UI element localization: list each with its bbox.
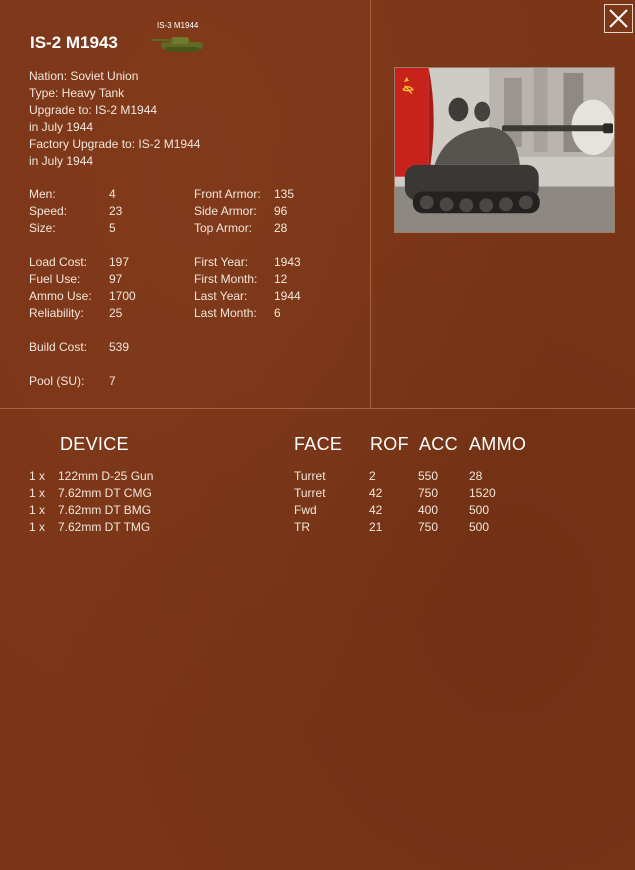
device-face: Turret [294,486,326,500]
stat-label-pool: Pool (SU): [29,374,85,388]
stat-label-ammo-use: Ammo Use: [29,289,92,303]
device-acc: 550 [418,469,439,483]
device-qty: 1 x [29,520,46,534]
stat-label-speed: Speed: [29,204,68,218]
upgrade-icon-label: IS-3 M1944 [157,21,199,30]
device-rof: 42 [369,486,383,500]
stat-value-side-armor: 96 [274,204,288,218]
info-factory-upgrade: Factory Upgrade to: IS-2 M1944 [29,137,201,151]
stat-label-first-month: First Month: [194,272,258,286]
device-acc: 400 [418,503,439,517]
device-ammo: 500 [469,503,490,517]
unit-info-block [29,68,200,170]
stat-label-fuel-use: Fuel Use: [29,272,81,286]
info-type: Type: Heavy Tank [29,86,125,100]
unit-title: IS-2 M1943 [30,33,118,52]
stat-value-men: 4 [109,187,116,201]
stat-label-last-month: Last Month: [194,306,257,320]
stat-label-build-cost: Build Cost: [29,340,88,354]
stat-value-build-cost: 539 [109,340,130,354]
column-header-acc: ACC [419,434,458,454]
stat-label-top-armor: Top Armor: [194,221,253,235]
stat-value-first-month: 12 [274,272,288,286]
close-icon [605,5,632,32]
stat-value-top-armor: 28 [274,221,288,235]
device-qty: 1 x [29,469,46,483]
column-header-device: DEVICE [60,434,129,454]
stat-value-front-armor: 135 [274,187,295,201]
stat-value-load-cost: 197 [109,255,130,269]
soviet-flag-icon [395,68,434,177]
stat-label-first-year: First Year: [194,255,249,269]
device-acc: 750 [418,520,439,534]
close-button[interactable] [604,4,633,33]
stat-label-load-cost: Load Cost: [29,255,88,269]
stat-value-fuel-use: 97 [109,272,123,286]
device-rof: 21 [369,520,383,534]
stat-value-last-year: 1944 [274,289,301,303]
stat-label-front-armor: Front Armor: [194,187,261,201]
column-header-ammo: AMMO [469,434,527,454]
device-qty: 1 x [29,486,46,500]
column-header-rof: ROF [370,434,409,454]
stat-value-size: 5 [109,221,116,235]
stat-label-side-armor: Side Armor: [194,204,257,218]
device-name: 7.62mm DT CMG [58,486,152,500]
info-upgrade: Upgrade to: IS-2 M1944 [29,103,158,117]
device-name: 7.62mm DT TMG [58,520,151,534]
stat-value-reliability: 25 [109,306,123,320]
stat-label-size: Size: [29,221,56,235]
tank-icon [151,33,209,53]
stat-label-last-year: Last Year: [194,289,248,303]
device-acc: 750 [418,486,439,500]
device-qty: 1 x [29,503,46,517]
horizontal-divider [0,408,635,409]
device-ammo: 28 [469,469,483,483]
stat-value-speed: 23 [109,204,123,218]
stat-value-pool: 7 [109,374,116,388]
stat-label-reliability: Reliability: [29,306,84,320]
stat-value-ammo-use: 1700 [109,289,136,303]
device-face: Turret [294,469,326,483]
stat-value-first-year: 1943 [274,255,301,269]
info-upgrade-date: in July 1944 [29,120,94,134]
stat-value-last-month: 6 [274,306,281,320]
device-rof: 2 [369,469,376,483]
info-nation: Nation: Soviet Union [29,69,139,83]
device-ammo: 500 [469,520,490,534]
device-rof: 42 [369,503,383,517]
device-face: TR [294,520,310,534]
device-ammo: 1520 [469,486,496,500]
stat-label-men: Men: [29,187,56,201]
unit-photo [394,67,615,233]
device-face: Fwd [294,503,317,517]
device-name: 122mm D-25 Gun [58,469,154,483]
vertical-divider [370,0,371,408]
column-header-face: FACE [294,434,343,454]
info-factory-upgrade-date: in July 1944 [29,154,94,168]
device-name: 7.62mm DT BMG [58,503,152,517]
